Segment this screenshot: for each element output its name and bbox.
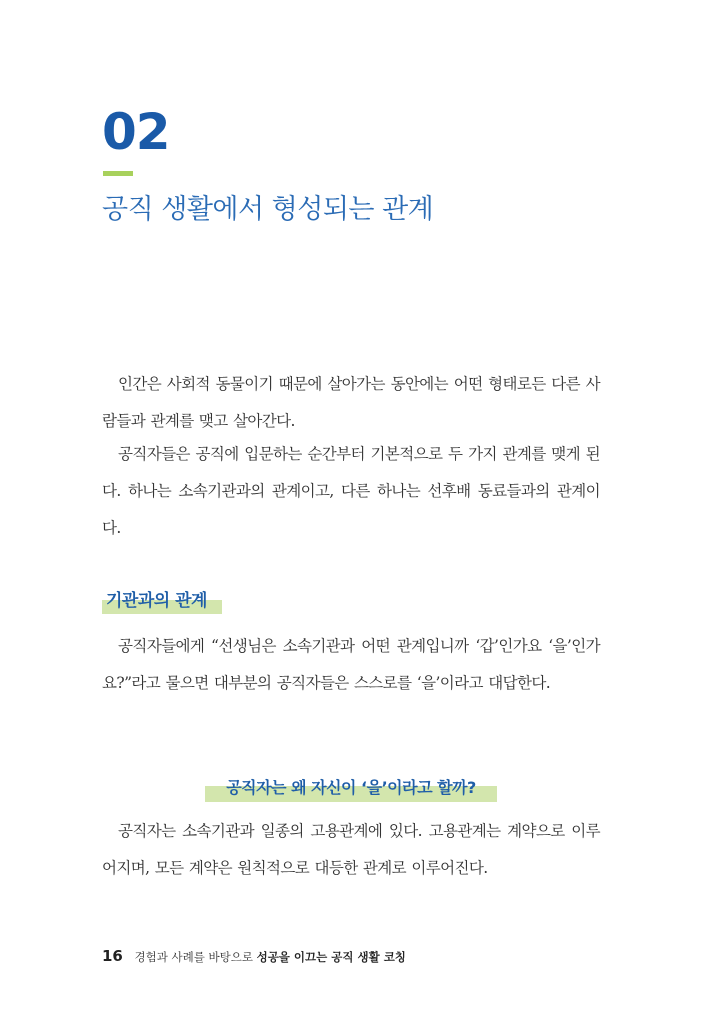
paragraph-text: 공직자들에게 “선생님은 소속기관과 어떤 관계입니까 ‘갑’인가요 ‘을’인가요?”라고 물으면 대부분의 공직자들은 스스로를 ‘을’이라고 대답한다. <box>102 637 600 692</box>
page-number: 16 <box>102 947 123 965</box>
body-paragraph-3 <box>102 628 600 702</box>
callout-text: 공직자는 왜 자신이 ‘을’이라고 할까? <box>226 778 476 797</box>
paragraph-text: 공직자는 소속기관과 일종의 고용관계에 있다. 고용관계는 계약으로 이루어지며, 모든 계약은 원칙적으로 대등한 관계로 이루어진다. <box>102 822 600 877</box>
section-heading-text: 기관과의 관계 <box>106 591 207 611</box>
chapter-title: 공직 생활에서 형성되는 관계 <box>102 194 434 225</box>
callout-question <box>205 773 497 803</box>
paragraph-text: 인간은 사회적 동물이기 때문에 살아가는 동안에는 어떤 형태로든 다른 사람들과 관계를 맺고 살아간다. <box>102 375 600 430</box>
chapter-number: 02 <box>102 103 170 161</box>
chapter-rule <box>103 171 133 176</box>
section-heading <box>102 586 207 616</box>
book-title: 성공을 이끄는 공직 생활 코칭 <box>256 950 406 964</box>
body-paragraph-1 <box>102 366 600 440</box>
book-subtitle: 경험과 사례를 바탕으로 <box>134 950 253 964</box>
body-paragraph-2 <box>102 436 600 547</box>
paragraph-text: 공직자들은 공직에 입문하는 순간부터 기본적으로 두 가지 관계를 맺게 된다. 하나는 소속기관과의 관계이고, 다른 하나는 선후배 동료들과의 관계이다. <box>102 445 600 537</box>
page-footer <box>102 946 406 967</box>
body-paragraph-4 <box>102 813 600 887</box>
